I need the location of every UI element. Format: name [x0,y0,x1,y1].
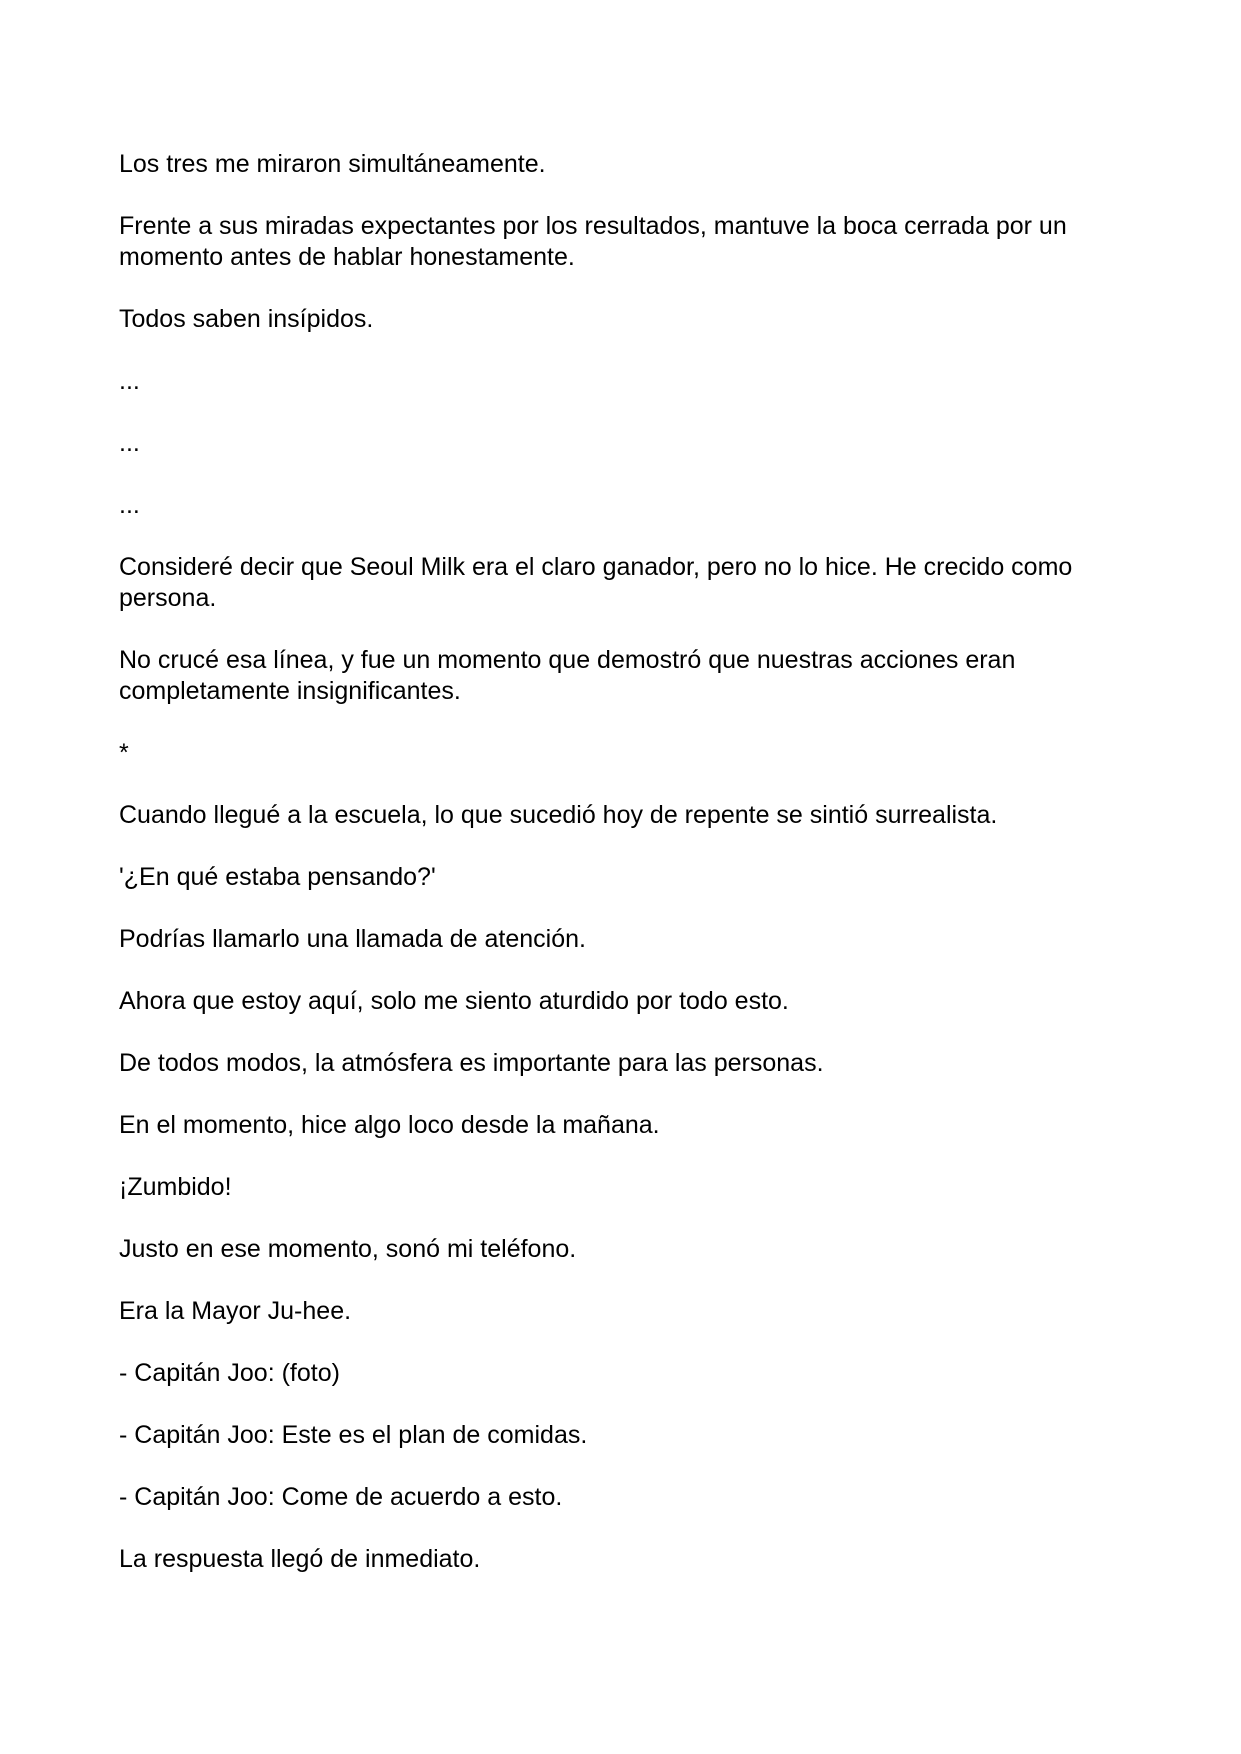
paragraph: ¡Zumbido! [119,1173,232,1201]
ellipsis-line: ... [119,429,140,457]
ellipsis-line: ... [119,367,140,395]
paragraph: Justo en ese momento, sonó mi teléfono. [119,1235,577,1263]
paragraph: Podrías llamarlo una llamada de atención. [119,925,586,953]
paragraph: En el momento, hice algo loco desde la mañana. [119,1111,660,1139]
paragraph: Cuando llegué a la escuela, lo que sucedió hoy de repente se sintió surrealista. [119,801,998,829]
paragraph: Consideré decir que Seoul Milk era el claro ganador, pero no lo hice. He crecido como persona. [119,553,1073,612]
paragraph: Los tres me miraron simultáneamente. [119,150,546,178]
paragraph: Frente a sus miradas expectantes por los resultados, mantuve la boca cerrada por un momento antes de hablar honestamente. [119,212,1067,271]
chat-message: - Capitán Joo: Come de acuerdo a esto. [119,1483,563,1511]
chat-message: - Capitán Joo: (foto) [119,1359,340,1387]
paragraph: No crucé esa línea, y fue un momento que demostró que nuestras acciones eran completamente insignificantes. [119,646,1016,705]
document-body [119,149,1129,1575]
paragraph: Todos saben insípidos. [119,305,374,333]
paragraph: De todos modos, la atmósfera es importante para las personas. [119,1049,824,1077]
ellipsis-line: ... [119,491,140,519]
chat-message: - Capitán Joo: Este es el plan de comidas. [119,1421,588,1449]
paragraph: Ahora que estoy aquí, solo me siento aturdido por todo esto. [119,987,789,1015]
paragraph: La respuesta llegó de inmediato. [119,1545,481,1573]
scene-break: * [119,739,129,767]
paragraph: Era la Mayor Ju-hee. [119,1297,352,1325]
paragraph: '¿En qué estaba pensando?' [119,863,436,891]
